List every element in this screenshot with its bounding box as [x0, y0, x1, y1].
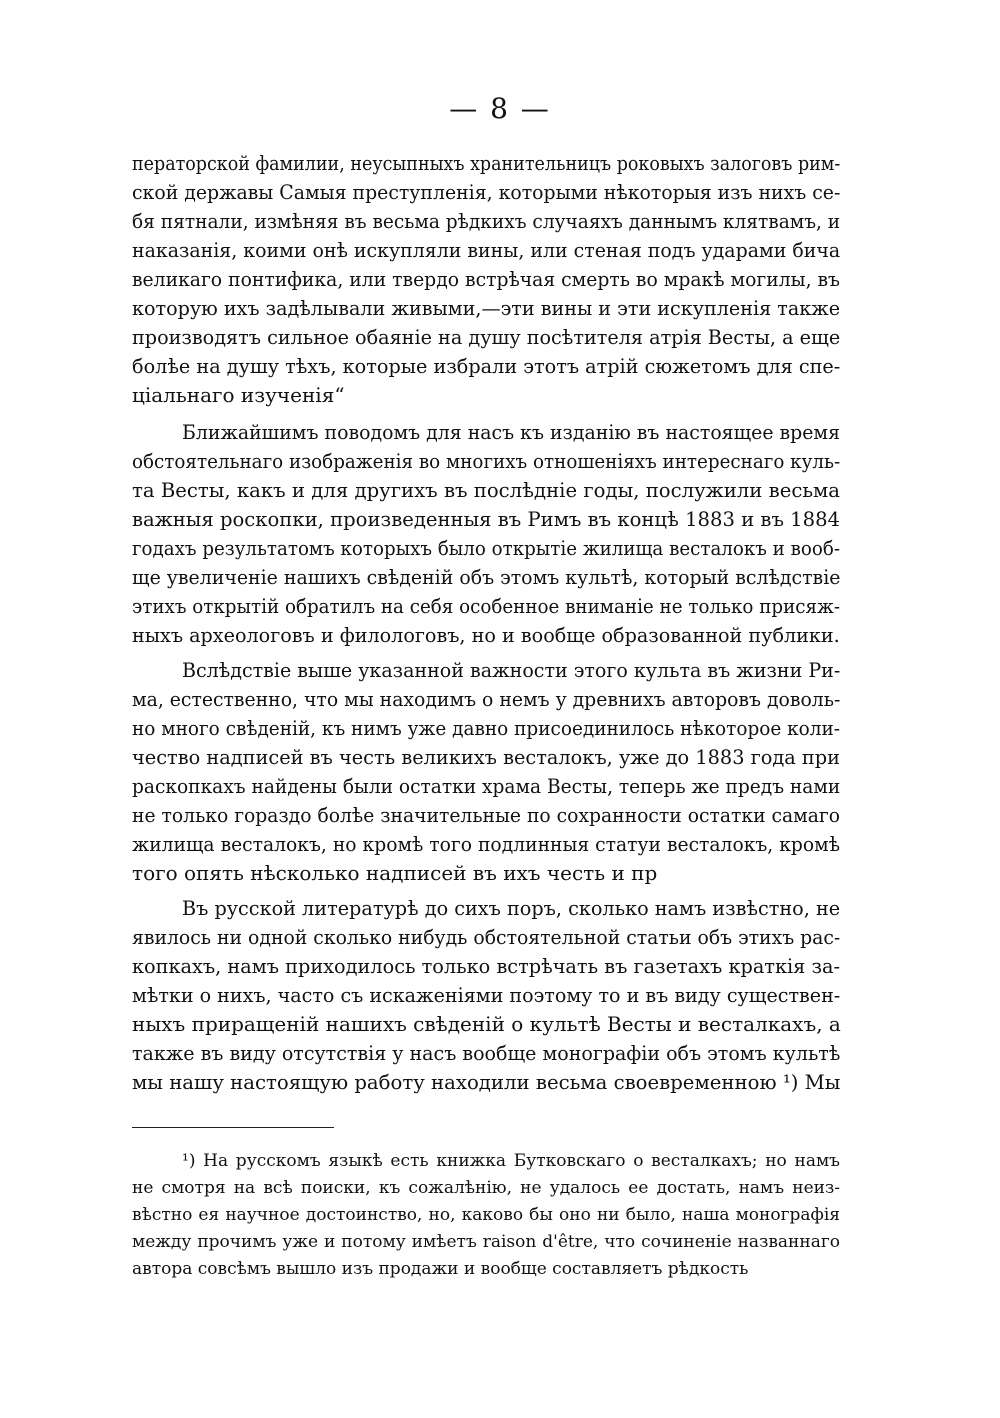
text-line: болѣе на душу тѣхъ, которые избрали этотъ атрій сюжетомъ для спе-: [132, 354, 841, 378]
text-line: Вслѣдствіе выше указанной важности этого культа въ жизни Ри-: [182, 658, 841, 682]
text-line: этихъ открытій обратилъ на себя особенное вниманіе не только присяж-: [132, 594, 841, 618]
text-line: копкахъ, намъ приходилось только встрѣчать въ газетахъ краткія за-: [132, 954, 840, 978]
text-line: явилось ни одной сколько нибудь обстоятельной статьи объ этихъ рас-: [132, 925, 841, 949]
footnote-line: не смотря на всѣ поиски, къ сожалѣнію, не удалось ее достать, намъ неиз-: [132, 1178, 840, 1198]
text-line: которую ихъ задѣлывали живыми,—эти вины и эти искупленія также: [132, 296, 841, 320]
text-line: того опять нѣсколько надписей въ ихъ честь и пр: [132, 861, 658, 885]
text-line: ма, естественно, что мы находимъ о немъ у древнихъ авторовъ доволь-: [132, 687, 841, 711]
footnote-line: между прочимъ уже и потому имѣетъ raison d'être, что сочиненіе названнаго: [132, 1232, 840, 1252]
text-line: ще увеличеніе нашихъ свѣденій объ этомъ культѣ, который вслѣдствіе: [132, 565, 841, 589]
text-line: ціальнаго изученія“: [132, 383, 345, 407]
text-line: ныхъ археологовъ и филологовъ, но и вообще образованной публики.: [132, 623, 840, 647]
text-line: великаго понтифика, или твердо встрѣчая смерть во мракѣ могилы, въ: [132, 267, 840, 291]
text-line: та Весты, какъ и для другихъ въ послѣдніе годы, послужили весьма: [132, 478, 840, 502]
text-line: производятъ сильное обаяніе на душу посѣтителя атрія Весты, а еще: [132, 325, 841, 349]
text-line: не только гораздо болѣе значительные по сохранности остатки самаго: [132, 803, 840, 827]
text-line: мѣтки о нихъ, часто съ искаженіями поэтому то и въ виду существен-: [132, 983, 841, 1007]
text-line: наказанія, коими онѣ искупляли вины, или стеная подъ ударами бича: [132, 238, 841, 262]
footnote-divider: [132, 1127, 334, 1128]
text-line: чество надписей въ честь великихъ весталокъ, уже до 1883 года при: [132, 745, 841, 769]
text-line: ператорской фамилии, неусыпныхъ хранительницъ роковыхъ залоговъ рим-: [132, 151, 841, 175]
page-number: — 8 —: [449, 92, 551, 125]
text-line: Ближайшимъ поводомъ для насъ къ изданію въ настоящее время: [182, 420, 840, 444]
text-line: ской державы Самыя преступленія, которыми нѣкоторыя изъ нихъ се-: [132, 180, 841, 204]
text-line: Въ русской литературѣ до сихъ поръ, сколько намъ извѣстно, не: [182, 896, 841, 920]
text-line: также въ виду отсутствія у насъ вообще монографіи объ этомъ культѣ: [132, 1041, 841, 1065]
text-line: бя пятнали, измѣняя въ весьма рѣдкихъ случаяхъ даннымъ клятвамъ, и: [132, 209, 841, 233]
text-line: жилища весталокъ, но кромѣ того подлинныя статуи весталокъ, кромѣ: [132, 832, 840, 856]
text-line: мы нашу настоящую работу находили весьма своевременною ¹) Мы: [132, 1070, 841, 1094]
footnote-line: автора совсѣмъ вышло изъ продажи и вообще составляетъ рѣдкость: [132, 1259, 749, 1279]
text-line: обстоятельнаго изображенія во многихъ отношеніяхъ интереснаго куль-: [132, 449, 841, 473]
text-line: годахъ результатомъ которыхъ было открытіе жилища весталокъ и вооб-: [132, 536, 840, 560]
text-line: важныя роскопки, произведенныя въ Римъ въ концѣ 1883 и въ 1884: [132, 507, 840, 531]
text-line: но много свѣденій, къ нимъ уже давно присоединилось нѣкоторое коли-: [132, 716, 840, 740]
footnote-line: вѣстно ея научное достоинство, но, каково бы оно ни было, наша монографія: [132, 1205, 840, 1225]
text-line: раскопкахъ найдены были остатки храма Весты, теперь же предъ нами: [132, 774, 841, 798]
footnote-line: ¹) На русскомъ языкѣ есть книжка Бутковскаго о весталкахъ; но намъ: [182, 1151, 840, 1171]
text-line: ныхъ приращеній нашихъ свѣденій о культѣ Весты и весталкахъ, а: [132, 1012, 841, 1036]
